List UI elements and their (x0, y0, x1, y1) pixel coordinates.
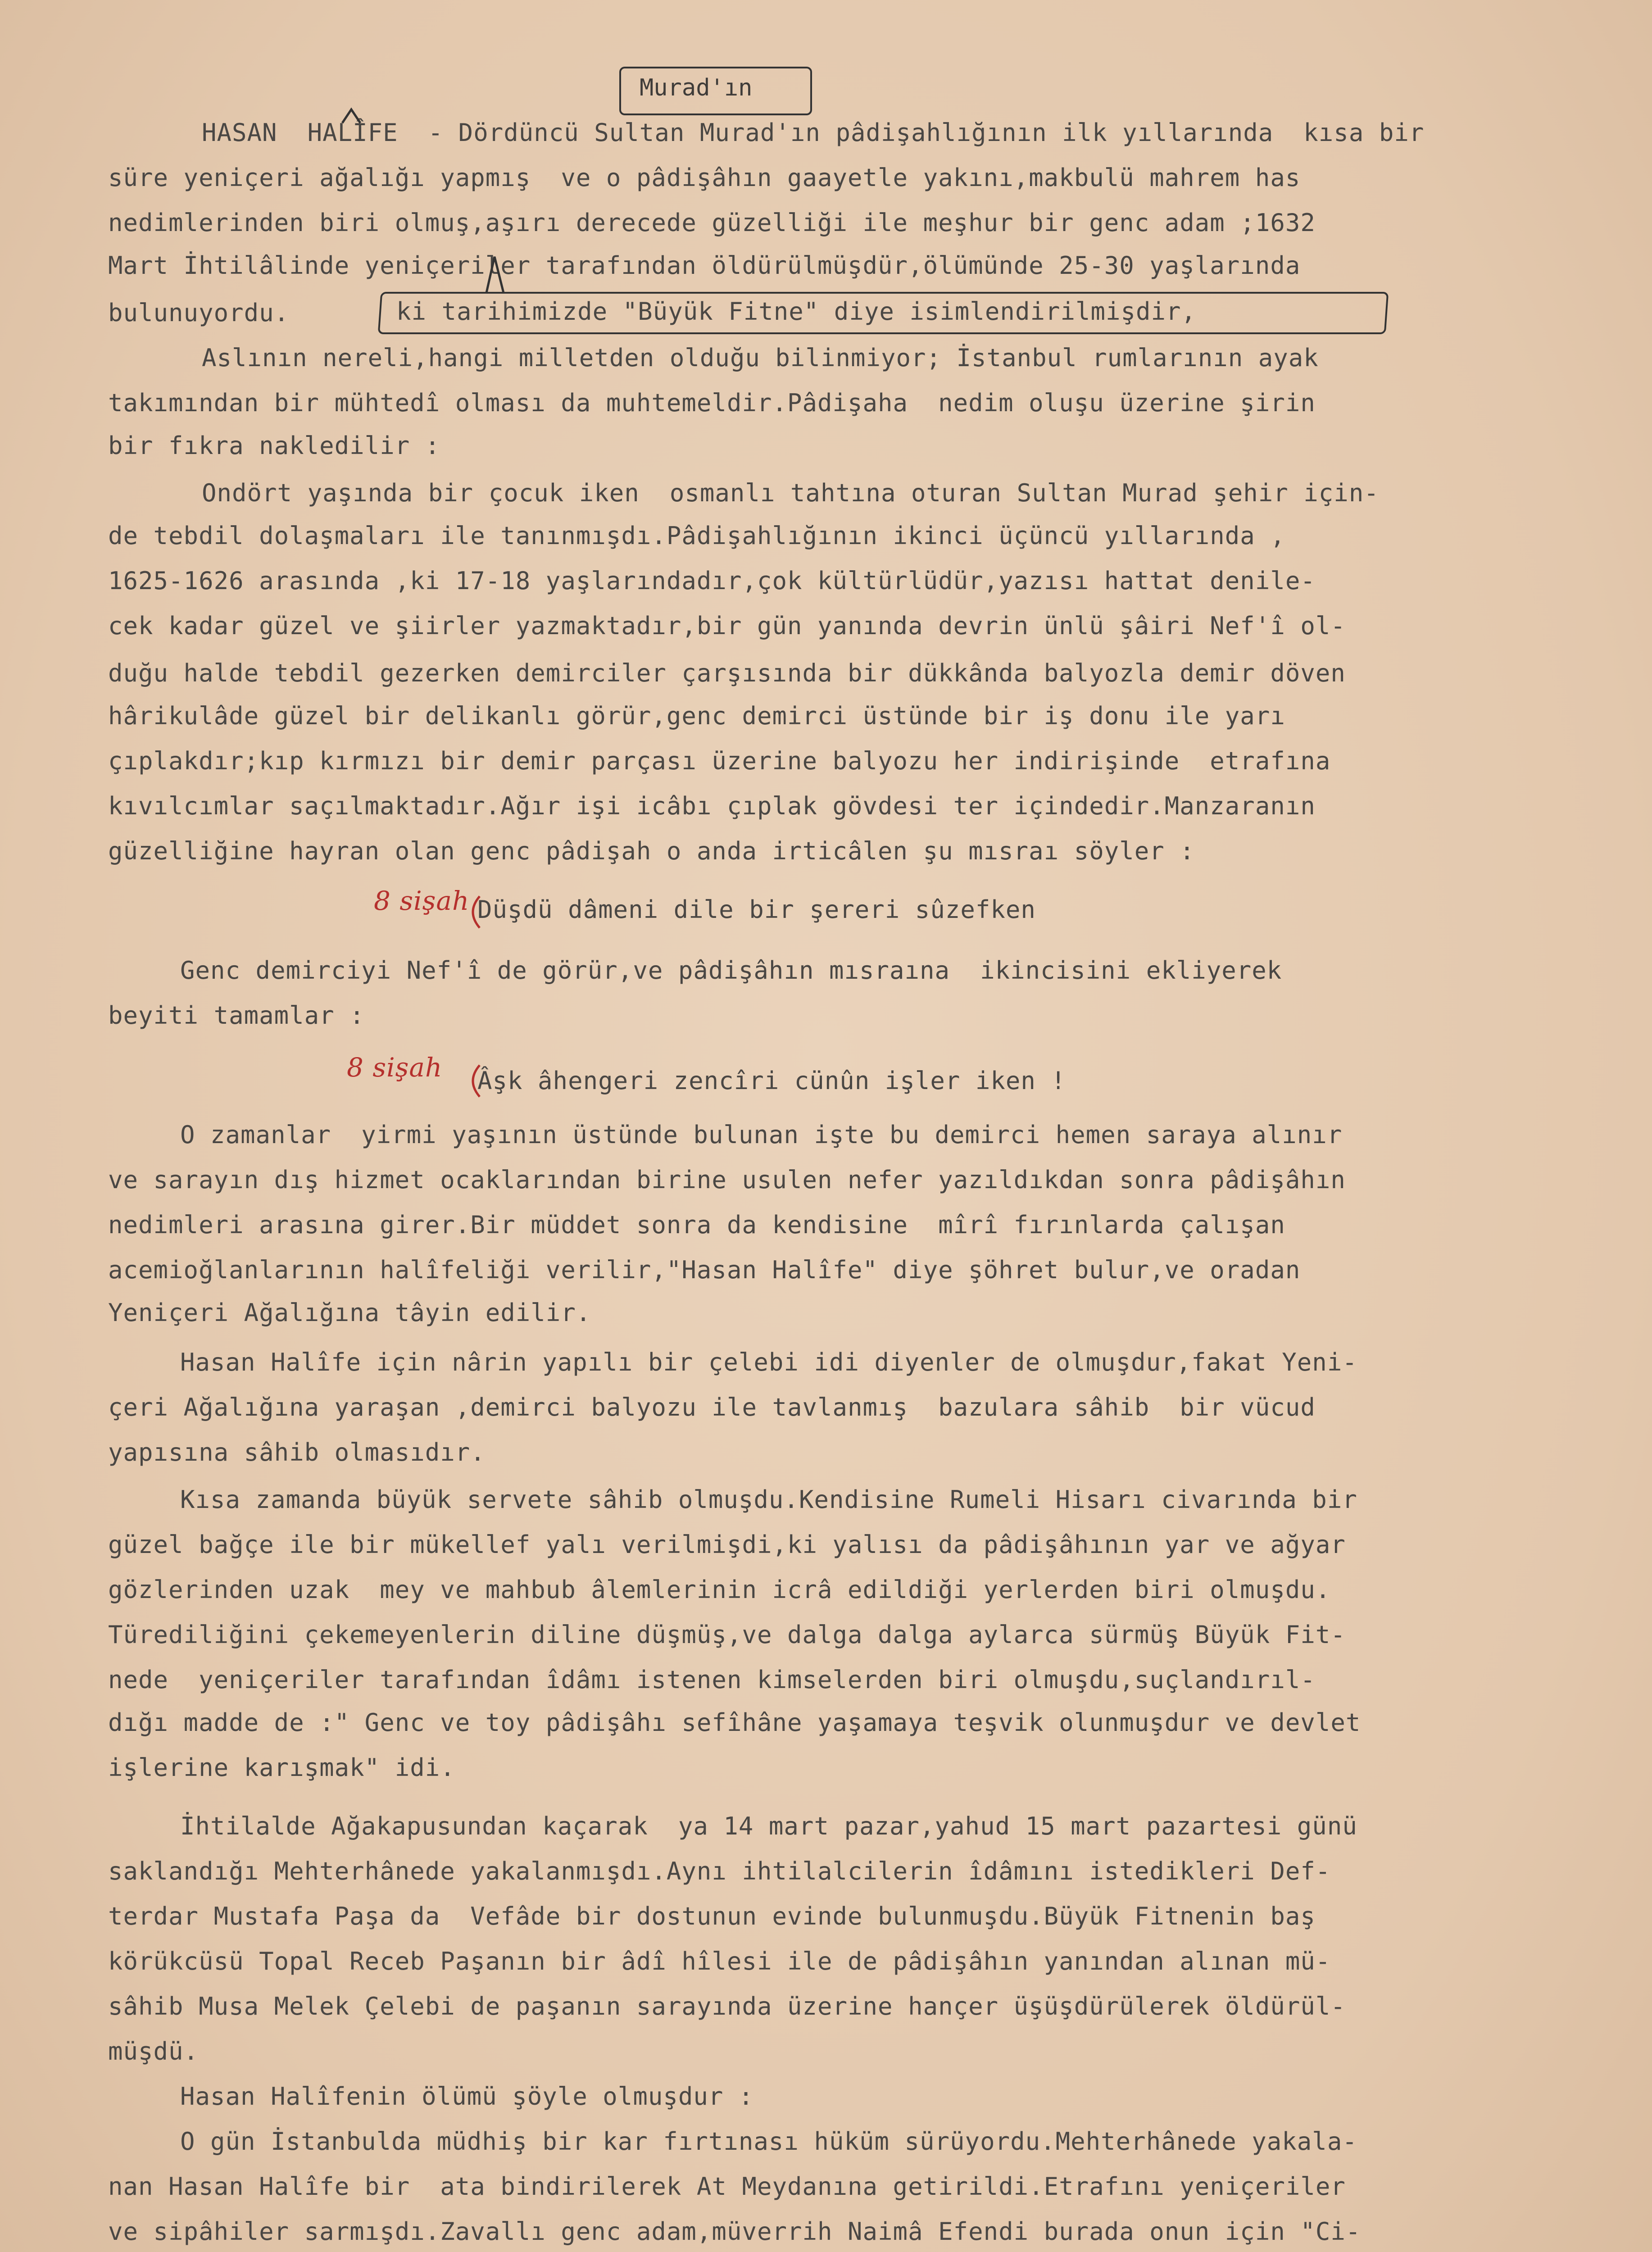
text-line: Kısa zamanda büyük servete sâhib olmuşdu.Kendisine Rumeli Hisarı civarında bir (180, 1485, 1357, 1514)
text-line: Türediliğini çekemeyenlerin diline düşmüş,ve dalga dalga aylarca sürmüş Büyük Fit- (108, 1621, 1346, 1649)
text-line: HASAN HALÎFE - Dördüncü Sultan Murad'ın pâdişahlığının ilk yıllarında kısa bir (202, 118, 1425, 147)
verse-line: Düşdü dâmeni dile bir şereri sûzefken (477, 895, 1036, 924)
text-line: nedimlerinden biri olmuş,aşırı derecede güzelliği ile meşhur bir genc adam ;1632 (108, 209, 1316, 237)
text-line: gözlerinden uzak mey ve mahbub âlemlerinin icrâ edildiği yerlerden biri olmuşdu. (108, 1575, 1331, 1604)
text-line: kıvılcımlar saçılmaktadır.Ağır işi icâbı çıplak gövdesi ter içindedir.Manzaranın (108, 792, 1316, 820)
text-line: Yeniçeri Ağalığına tâyin edilir. (108, 1299, 591, 1327)
text-line: müşdü. (108, 2037, 199, 2066)
text-line: bulunuyordu. (108, 299, 290, 327)
text-line: sâhib Musa Melek Çelebi de paşanın sarayında üzerine hançer üşüşdürülerek öldürül- (108, 1992, 1346, 2020)
text-line: Ondört yaşında bir çocuk iken osmanlı tahtına oturan Sultan Murad şehir için- (202, 479, 1379, 507)
text-line: güzelliğine hayran olan genc pâdişah o anda irticâlen şu mısraı söyler : (108, 837, 1195, 865)
text-line: takımından bir mühtedî olması da muhtemeldir.Pâdişaha nedim oluşu üzerine şirin (108, 389, 1316, 417)
text-line: nedimleri arasına girer.Bir müddet sonra da kendisine mîrî fırınlarda çalışan (108, 1211, 1285, 1239)
verse-line: Âşk âhengeri zencîri cünûn işler iken ! (477, 1067, 1066, 1095)
text-line: dığı madde de :" Genc ve toy pâdişâhı sefîhâne yaşamaya teşvik olunmuşdur ve devlet (108, 1708, 1361, 1737)
text-line: O gün İstanbulda müdhiş bir kar fırtınası hüküm sürüyordu.Mehterhânede yakala- (180, 2127, 1357, 2156)
text-line: 1625-1626 arasında ,ki 17-18 yaşlarındadır,çok kültürlüdür,yazısı hattat denile- (108, 567, 1316, 595)
text-line: ve sarayın dış hizmet ocaklarından birine usulen nefer yazıldıkdan sonra pâdişâhın (108, 1166, 1346, 1194)
text-line: ve sipâhiler sarmışdı.Zavallı genc adam,müverrih Naimâ Efendi burada onun için "Ci- (108, 2217, 1361, 2246)
text-line: nan Hasan Halîfe bir ata bindirilerek At Meydanına getirildi.Etrafını yeniçeriler (108, 2172, 1346, 2201)
text-line: Genc demirciyi Nef'î de görür,ve pâdişâhın mısraına ikincisini ekliyerek (180, 956, 1282, 985)
text-line: İhtilalde Ağakapusundan kaçarak ya 14 mart pazar,yahud 15 mart pazartesi günü (180, 1812, 1357, 1840)
text-line: nede yeniçeriler tarafından îdâmı istenen kimselerden biri olmuşdu,suçlandırıl- (108, 1666, 1316, 1694)
red-bracket (464, 1063, 482, 1099)
red-bracket (464, 894, 482, 930)
text-line: yapısına sâhib olmasıdır. (108, 1438, 486, 1467)
insertion-arrow (468, 252, 522, 297)
text-line: güzel bağçe ile bir mükellef yalı verilmişdi,ki yalısı da pâdişâhının yar ve ağyar (108, 1530, 1346, 1559)
verse-note: 8 sişah (347, 1052, 443, 1083)
insertion-note: Murad'ın (640, 74, 753, 101)
text-line: Hasan Halîfe için nârin yapılı bir çelebi idi diyenler de olmuşdur,fakat Yeni- (180, 1348, 1357, 1376)
text-line: de tebdil dolaşmaları ile tanınmışdı.Pâdişahlığının ikinci üçüncü yıllarında , (108, 522, 1285, 550)
text-line: süre yeniçeri ağalığı yapmış ve o pâdişâhın gaayetle yakını,makbulü mahrem has (108, 163, 1301, 192)
text-line: O zamanlar yirmi yaşının üstünde bulunan işte bu demirci hemen saraya alınır (180, 1121, 1343, 1149)
text-line: beyiti tamamlar : (108, 1001, 365, 1030)
text-line: bir fıkra nakledilir : (108, 431, 440, 460)
text-line: Mart İhtilâlinde yeniçeriler tarafından öldürülmüşdür,ölümünde 25-30 yaşlarında (108, 251, 1301, 280)
text-line: terdar Mustafa Paşa da Vefâde bir dostunun evinde bulunmuşdu.Büyük Fitnenin baş (108, 1902, 1316, 1930)
text-line: duğu halde tebdil gezerken demirciler çarşısında bir dükkânda balyozla demir döven (108, 659, 1346, 687)
inserted-clause: ki tarihimizde "Büyük Fitne" diye isimlendirilmişdir, (396, 297, 1197, 326)
text-line: Aslının nereli,hangi milletden olduğu bilinmiyor; İstanbul rumlarının ayak (202, 344, 1319, 372)
text-line: çeri Ağalığına yaraşan ,demirci balyozu ile tavlanmış bazulara sâhib bir vücud (108, 1393, 1316, 1421)
text-line: Hasan Halîfenin ölümü şöyle olmuşdur : (180, 2082, 754, 2111)
caret-mark (338, 107, 365, 125)
text-line: çıplakdır;kıp kırmızı bir demir parçası üzerine balyozu her indirişinde etrafına (108, 747, 1331, 775)
verse-note: 8 sişah (374, 885, 470, 916)
text-line: acemioğlanlarının halîfeliği verilir,"Hasan Halîfe" diye şöhret bulur,ve oradan (108, 1256, 1301, 1284)
text-line: saklandığı Mehterhânede yakalanmışdı.Aynı ihtilalcilerin îdâmını istedikleri Def- (108, 1857, 1331, 1885)
text-line: körükcüsü Topal Receb Paşanın bir âdî hîlesi ile de pâdişâhın yanından alınan mü- (108, 1947, 1331, 1975)
text-line: işlerine karışmak" idi. (108, 1753, 455, 1782)
text-line: cek kadar güzel ve şiirler yazmaktadır,bir gün yanında devrin ünlü şâiri Nef'î ol- (108, 612, 1346, 640)
text-line: hârikulâde güzel bir delikanlı görür,genc demirci üstünde bir iş donu ile yarı (108, 702, 1285, 730)
